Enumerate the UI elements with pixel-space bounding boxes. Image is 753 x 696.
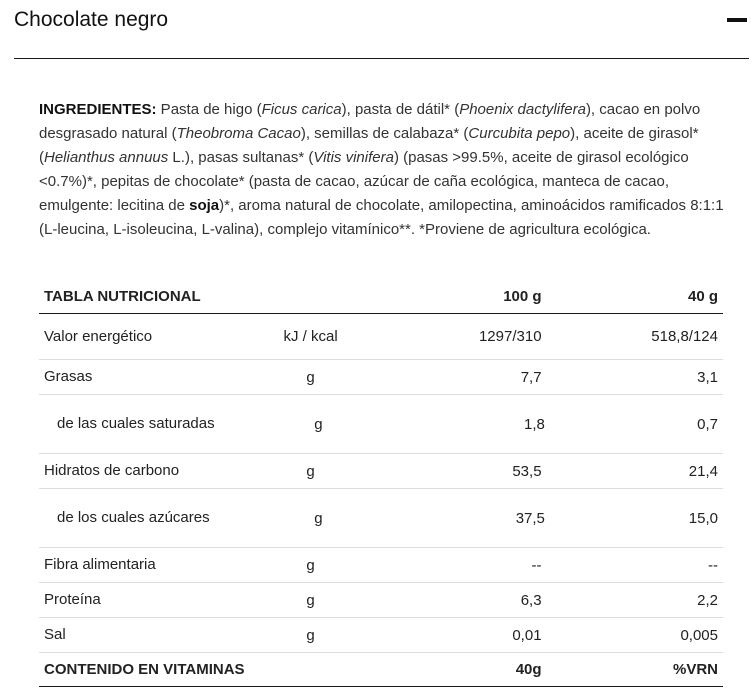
header-name: TABLA NUTRICIONAL (44, 287, 201, 305)
nutrient-name: Sal (44, 626, 66, 643)
nutrient-unit: kJ / kcal (283, 328, 338, 345)
ingredients-text-part2: )*, aroma natural de chocolate, amilopectina, aminoácidos ramificados 8:1:1 (L-leucina, L-isoleucina, L-valina), complejo vitamínico**. *Proviene de agricultura ecológica. (39, 197, 724, 238)
nutrient-name: Fibra alimentaria (44, 556, 156, 573)
nutrient-per40: 518,8/124 (651, 328, 718, 345)
nutrient-per100: 53,5 (512, 462, 542, 480)
nutrition-row (39, 454, 723, 489)
nutrient-per100: 1,8 (524, 415, 545, 433)
nutrition-row (39, 548, 723, 583)
minus-icon[interactable] (727, 18, 747, 22)
nutrient-name: de las cuales saturadas (57, 415, 215, 432)
nutrient-name: Grasas (44, 368, 93, 385)
nutrient-per100: 0,01 (512, 626, 542, 644)
vitamins-header (39, 653, 723, 687)
nutrient-unit: g (306, 368, 315, 386)
section-title: Chocolate negro (14, 8, 169, 31)
header-per40: 40 g (687, 288, 718, 305)
nutrient-unit: g (306, 556, 315, 574)
nutrient-unit: g (306, 462, 315, 480)
nutrient-per40: 2,2 (697, 591, 718, 609)
nutrient-per40: 21,4 (688, 462, 718, 480)
nutrient-per40: 15,0 (688, 509, 718, 527)
vitamins-vrn: %VRN (673, 661, 719, 678)
allergen-highlight: soja (189, 197, 220, 214)
ingredients-paragraph (39, 98, 729, 242)
nutrition-row (39, 489, 723, 548)
vitamins-title: CONTENIDO EN VITAMINAS (44, 660, 245, 678)
nutrient-unit: g (314, 415, 323, 433)
nutrient-per100: 1297/310 (478, 328, 542, 345)
nutrient-per40: -- (708, 556, 718, 574)
vitamins-amount: 40g (515, 661, 542, 678)
nutrient-per40: 0,7 (697, 415, 718, 433)
nutrient-per100: 6,3 (520, 591, 542, 609)
ingredients-text-part1: Pasta de higo (Ficus carica), pasta de dátil* (Phoenix dactylifera), cacao en polvo desgrasado natural (Theobroma Cacao), semillas de calabaza* (Curcubita pepo), aceite de girasol* (Helianthus annuus L.), pasas sultanas* (Vitis vinifera) (pasas >99.5%, aceite de girasol ecológico <0.7%)*, pepitas de chocolate* (pasta de cacao, azúcar de caña ecológica, manteca de cacao, emulgente: lecitina de (39, 101, 701, 214)
nutrition-row (39, 618, 723, 653)
nutrition-table-header (39, 280, 723, 314)
nutrient-per40: 3,1 (697, 368, 718, 386)
nutrient-unit: g (306, 591, 315, 609)
nutrient-per100: 7,7 (520, 368, 542, 386)
nutrition-row (39, 583, 723, 618)
nutrient-unit: g (314, 509, 323, 527)
nutrient-name: Proteína (44, 591, 101, 608)
nutrition-row (39, 395, 723, 454)
nutrient-unit: g (306, 626, 315, 644)
nutrient-name: de los cuales azúcares (57, 509, 210, 526)
nutrient-per100: 37,5 (515, 509, 545, 527)
accordion-header[interactable] (14, 0, 749, 59)
nutrient-per100: -- (531, 556, 542, 574)
nutrition-row (39, 360, 723, 395)
nutrition-row (39, 314, 723, 360)
nutrient-name: Valor energético (44, 327, 153, 345)
nutrition-table (39, 280, 723, 687)
nutrient-per40: 0,005 (680, 626, 718, 644)
ingredients-label: INGREDIENTES: (39, 101, 157, 118)
nutrient-name: Hidratos de carbono (44, 462, 180, 479)
header-per100: 100 g (503, 288, 542, 305)
